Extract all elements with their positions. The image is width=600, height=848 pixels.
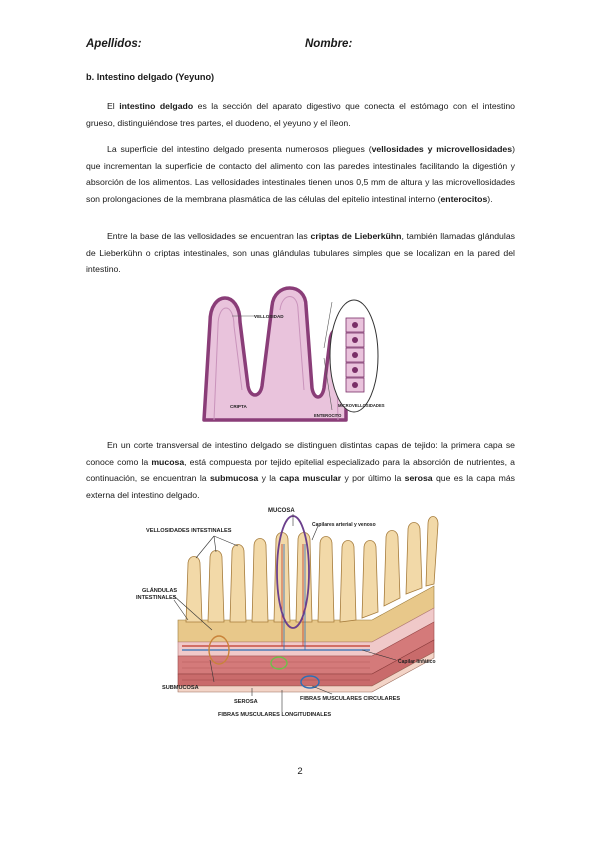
intestinal-wall-diagram [122,500,480,724]
text-run: La superficie del intestino delgado presenta numerosos pliegues ( [107,144,372,154]
bold-term: enterocitos [440,193,488,204]
label-submucosa: SUBMUCOSA [162,685,199,691]
label-glandulas: GLÁNDULAS [142,588,178,594]
page-header [86,38,526,54]
paragraph-crypts [86,228,515,278]
label-fibras-longitudinales: FIBRAS MUSCULARES LONGITUDINALES [218,712,332,718]
name-label: Nombre: [305,38,353,50]
bold-term: serosa [404,473,433,484]
text-run: Entre la base de las vellosidades se encuentran las [107,231,311,241]
text-run: ). [487,193,493,204]
text-run: ) que incrementan la superficie de contacto del alimento con las paredes intestinales facilitando la digestión y absorción de los alimentos. Las vellosidades intestinales tienen unos 0,5 mm de altura y las microvellosidades son prolongaciones de la membrana plasmática de las células del epitelio intestinal interno ( [86,144,515,204]
label-glandulas-intestinales: INTESTINALES [136,595,177,601]
section-title: b. Intestino delgado (Yeyuno) [86,72,215,82]
label-vellosidad: VELLOSIDAD [254,314,284,319]
enterocyte-cells [346,318,364,392]
text-run: , está compuesta por tejido epitelial especializado para la absorción de nutrientes, a continuación, se encuentran la [86,456,515,484]
bold-term: capa muscular [279,473,342,484]
bold-term: mucosa [151,456,185,467]
text-run: El [107,101,120,111]
bold-term: vellosidades y microvellosidades [371,144,513,154]
label-enterocito: ENTEROCITO [314,413,342,418]
surnames-label: Apellidos: [86,38,142,50]
label-capilar-linfatico: Capilar linfático [398,659,436,665]
text-run: es la sección del aparato digestivo que conecta el estómago con el intestino grueso, distinguiéndose tres partes, el duodeno, el yeyuno y el íleon. [86,101,516,128]
label-cripta: CRIPTA [230,404,247,409]
label-microvellosidades: MICROVELLOSIDADES [338,403,385,408]
label-mucosa: MUCOSA [268,508,295,514]
paragraph-villi [86,141,515,207]
paragraph-intro [86,98,515,131]
page-number: 2 [297,766,303,777]
bold-term: criptas de Lieberkühn [310,231,402,241]
villi-diagram [196,282,392,424]
text-run: que es la capa más externa del intestino delgado. [86,473,515,500]
text-run: y por último la [341,473,405,484]
bold-term: submucosa [209,473,259,484]
label-serosa: SEROSA [234,699,258,705]
paragraph-layers [86,437,515,503]
bold-term: intestino delgado [119,101,194,111]
text-run: En un corte transversal de intestino delgado se distinguen distintas capas de tejido: la primera capa se conoce como la [86,440,515,467]
label-capilares: Capilares arterial y venoso [312,522,376,528]
label-fibras-circulares: FIBRAS MUSCULARES CIRCULARES [300,696,401,702]
text-run: , también llamadas glándulas de Lieberkühn o criptas intestinales, son unas glándulas tubulares simples que se localizan en la pared del intestino. [86,231,515,275]
label-vellosidades-intestinales: VELLOSIDADES INTESTINALES [146,528,232,534]
text-run: y la [258,473,280,484]
